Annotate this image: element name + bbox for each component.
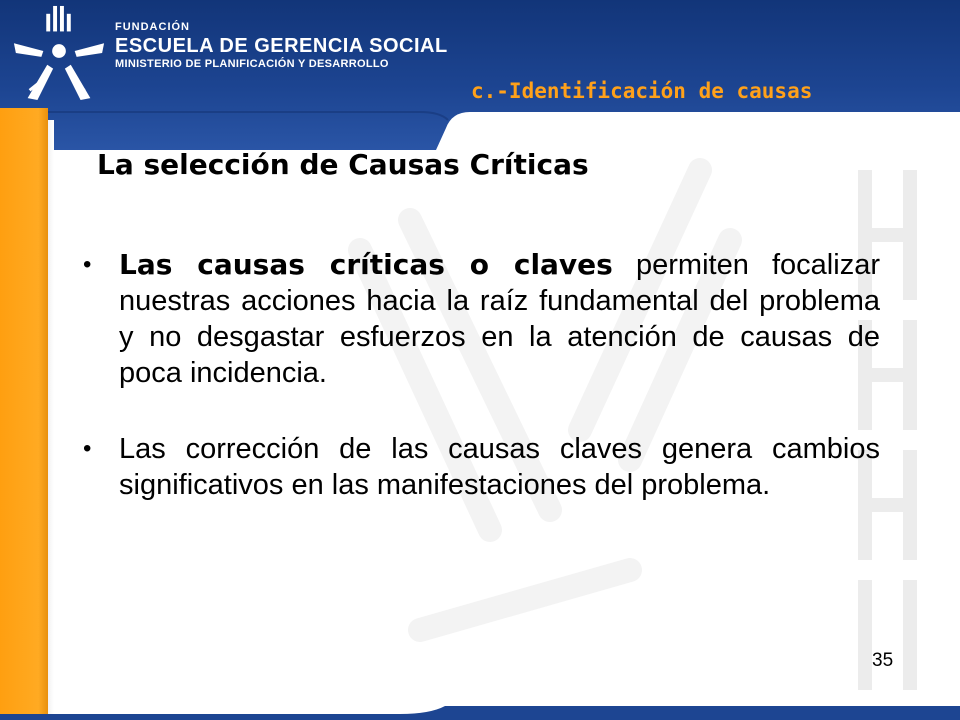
- bullet-item: [83, 431, 880, 503]
- bullet-text: Las corrección de las causas claves genera cambios significativos en las manifestaciones del problema.: [119, 433, 880, 501]
- bullet-dot: •: [83, 435, 92, 462]
- slide-heading: La selección de Causas Críticas: [97, 148, 589, 181]
- bullet-bold-text: Las causas críticas o claves: [119, 248, 613, 281]
- bullet-dot: •: [83, 251, 92, 278]
- page-number: 35: [872, 650, 894, 671]
- bullet-item: [83, 247, 880, 391]
- header-banner: [0, 0, 960, 150]
- bullet-list: [83, 247, 880, 503]
- org-top-line: FUNDACIÓN: [115, 21, 190, 33]
- left-accent-bar: [0, 108, 48, 720]
- organization-name: [115, 22, 448, 70]
- bottom-bar: [0, 706, 960, 720]
- left-edge-shadow: [48, 120, 54, 720]
- logo-icon: [10, 4, 108, 102]
- section-title: c.-Identificación de causas: [471, 79, 813, 103]
- bullet-text: permiten focalizar nuestras acciones hacia la raíz fundamental del problema y no desgastar esfuerzos en la atención de causas de poca incidencia.: [119, 249, 880, 389]
- org-sub-line: MINISTERIO DE PLANIFICACIÓN Y DESARROLLO: [115, 58, 389, 70]
- org-main-line: ESCUELA DE GERENCIA SOCIAL: [115, 35, 448, 57]
